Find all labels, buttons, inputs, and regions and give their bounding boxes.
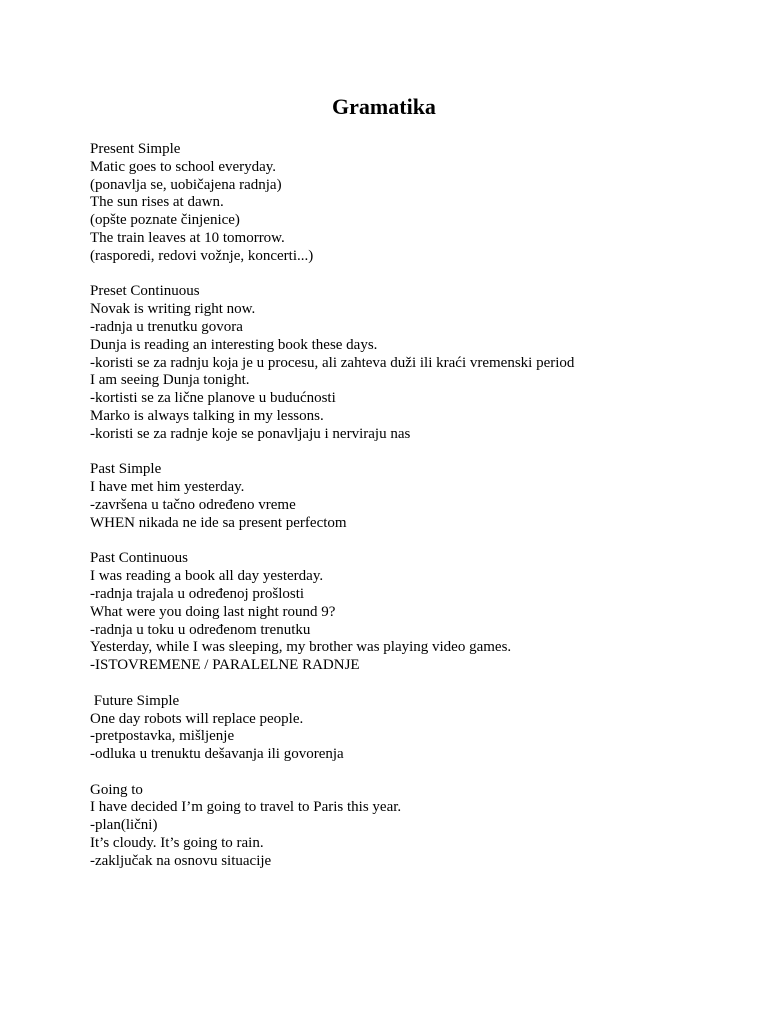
text-line: -pretpostavka, mišljenje bbox=[90, 728, 235, 745]
text-line: -ISTOVREMENE / PARALELNE RADNJE bbox=[90, 657, 360, 674]
section-past-simple bbox=[90, 461, 730, 532]
text-line: -završena u tačno određeno vreme bbox=[90, 496, 296, 513]
text-line: It’s cloudy. It’s going to rain. bbox=[90, 835, 264, 852]
text-line: What were you doing last night round 9? bbox=[90, 603, 336, 620]
section-heading: Going to bbox=[90, 781, 143, 798]
text-line: Novak is writing right now. bbox=[90, 301, 256, 318]
section-heading: Future Simple bbox=[90, 692, 180, 709]
section-going-to bbox=[90, 782, 730, 871]
section-present-simple bbox=[90, 141, 730, 266]
text-line: -radnja u trenutku govora bbox=[90, 318, 243, 335]
text-line: (rasporedi, redovi vožnje, koncerti...) bbox=[90, 247, 314, 264]
section-heading: Preset Continuous bbox=[90, 283, 200, 300]
text-line: I have met him yesterday. bbox=[90, 479, 245, 496]
text-line: -radnja u toku u određenom trenutku bbox=[90, 621, 311, 638]
text-line: Matic goes to school everyday. bbox=[90, 158, 277, 175]
text-line: -koristi se za radnju koja je u procesu, ali zahteva duži ili kraći vremenski period bbox=[90, 354, 575, 371]
text-line: -radnja trajala u određenoj prošlosti bbox=[90, 585, 305, 602]
text-line: (opšte poznate činjenice) bbox=[90, 212, 240, 229]
section-present-continuous bbox=[90, 283, 730, 443]
document-title: Gramatika bbox=[332, 94, 436, 119]
text-line: -zaključak na osnovu situacije bbox=[90, 852, 272, 869]
document-body bbox=[90, 141, 730, 888]
text-line: Yesterday, while I was sleeping, my brother was playing video games. bbox=[90, 639, 512, 656]
text-line: Marko is always talking in my lessons. bbox=[90, 407, 324, 424]
text-line: I am seeing Dunja tonight. bbox=[90, 372, 250, 389]
section-heading: Present Simple bbox=[90, 141, 181, 157]
text-line: The train leaves at 10 tomorrow. bbox=[90, 229, 285, 246]
section-heading: Past Continuous bbox=[90, 550, 188, 567]
text-line: I was reading a book all day yesterday. bbox=[90, 568, 324, 585]
text-line: Dunja is reading an interesting book these days. bbox=[90, 336, 378, 353]
text-line: The sun rises at dawn. bbox=[90, 194, 224, 211]
text-line: -odluka u trenuktu dešavanja ili govorenja bbox=[90, 746, 344, 763]
text-line: One day robots will replace people. bbox=[90, 710, 304, 727]
section-heading: Past Simple bbox=[90, 461, 162, 478]
section-future-simple bbox=[90, 693, 730, 764]
text-line: (ponavlja se, uobičajena radnja) bbox=[90, 176, 282, 193]
text-line: -plan(lični) bbox=[90, 817, 158, 834]
section-past-continuous bbox=[90, 550, 730, 675]
text-line: WHEN nikada ne ide sa present perfectom bbox=[90, 514, 347, 531]
text-line: -koristi se za radnje koje se ponavljaju i nerviraju nas bbox=[90, 425, 411, 442]
text-line: -kortisti se za lične planove u budućnosti bbox=[90, 390, 336, 407]
text-line: I have decided I’m going to travel to Paris this year. bbox=[90, 799, 402, 816]
